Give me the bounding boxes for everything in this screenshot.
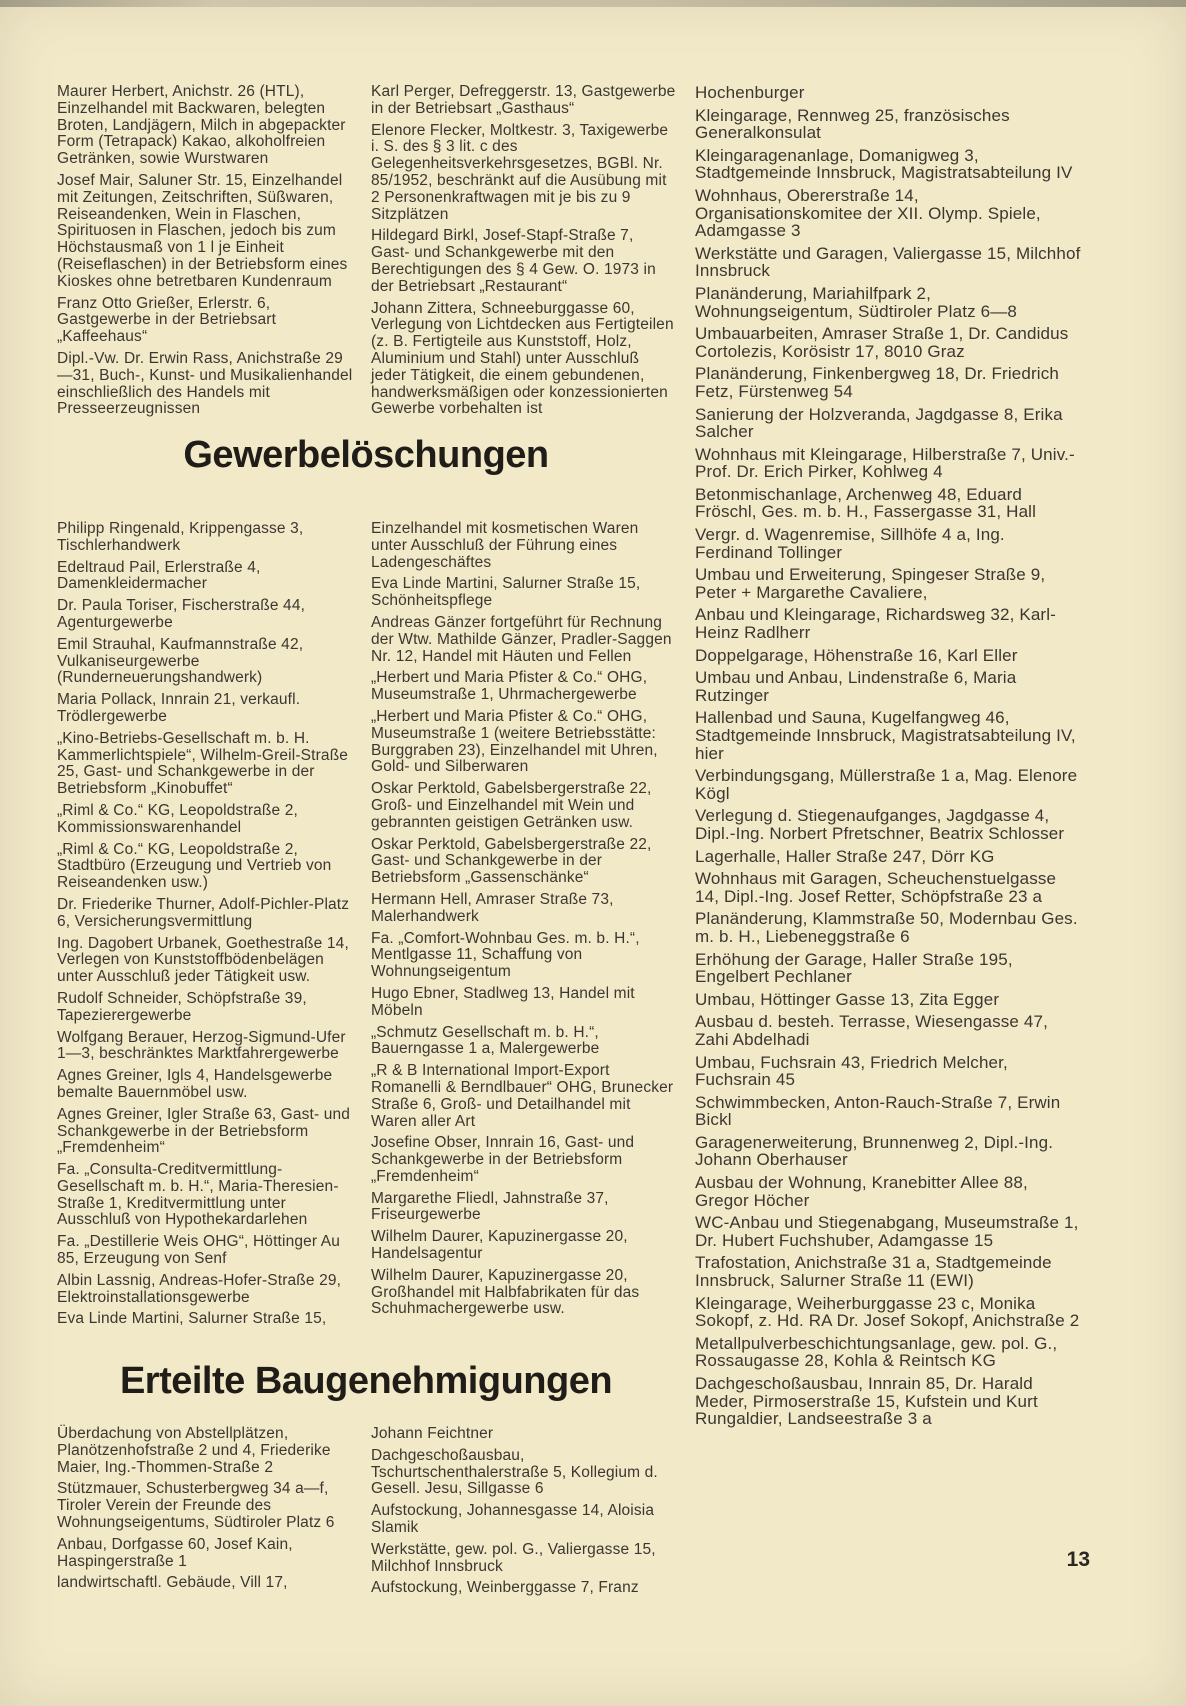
entry: Werkstätte und Garagen, Valiergasse 15, Milchhof Innsbruck	[695, 243, 1081, 281]
entry: Albin Lassnig, Andreas-Hofer-Straße 29, Elektroinstallationsgewerbe	[57, 1271, 342, 1306]
entry: Umbauarbeiten, Amraser Straße 1, Dr. Candidus Cortolezis, Korösistr 17, 8010 Graz	[695, 324, 1069, 361]
entry: Ing. Dagobert Urbanek, Goethestraße 14, Verlegen von Kunststoffbödenbelägen unter Ausschluß jeder Tätigkeit usw.	[57, 934, 349, 986]
entry: Edeltraud Pail, Erlerstraße 4, Damenkleidermacher	[57, 558, 261, 593]
entry: Ausbau der Wohnung, Kranebitter Allee 88, Gregor Höcher	[695, 1173, 1028, 1210]
entry: Kleingaragenanlage, Domanigweg 3, Stadtgemeinde Innsbruck, Magistratsabteilung IV	[695, 145, 1073, 183]
section-heading-baugenehmigungen: Erteilte Baugenehmigungen	[119, 1360, 613, 1402]
entry: Dr. Paula Toriser, Fischerstraße 44, Agenturgewerbe	[57, 597, 306, 631]
scan-edge-artifact	[0, 0, 1186, 7]
entry: Sanierung der Holzveranda, Jagdgasse 8, Erika Salcher	[695, 404, 1063, 442]
entry: Hermann Hell, Amraser Straße 73, Malerhandwerk	[371, 890, 614, 925]
entry: Johann Zittera, Schneeburggasse 60, Verlegung von Lichtdecken aus Fertigteilen (z. B. Fertigteile aus Kunststoff, Holz, Aluminium und Stahl) unter Ausschluß jeder Tätigkeit, die einem gebundenen, handwerksmäßigen oder konzessionierten Gewerbe vorbehalten ist	[371, 299, 674, 418]
entry: Dachgeschoßausbau, Innrain 85, Dr. Harald Meder, Pirmoserstraße 15, Kufstein und Kurt Rungaldier, Landseestraße 3 a	[695, 1374, 1038, 1429]
entry: Verbindungsgang, Müllerstraße 1 a, Mag. Elenore Kögl	[695, 766, 1078, 803]
entry: Andreas Gänzer fortgeführt für Rechnung der Wtw. Mathilde Gänzer, Pradler-Saggen Nr. 12, Handel mit Häuten und Fellen	[371, 613, 672, 665]
page-number: 13	[1066, 1548, 1090, 1571]
entry: Trafostation, Anichstraße 31 a, Stadtgemeinde Innsbruck, Salurner Straße 11 (EWI)	[695, 1253, 1052, 1291]
entry: Johann Feichtner	[371, 1425, 494, 1442]
entry: Margarethe Fliedl, Jahnstraße 37, Friseurgewerbe	[371, 1189, 609, 1224]
entry: Verlegung d. Stiegenaufganges, Jagdgasse 4, Dipl.-Ing. Norbert Pfretschner, Beatrix Schlosser	[695, 806, 1065, 843]
entry: Überdachung von Abstellplätzen, Planötzenhofstraße 2 und 4, Friederike Maier, Ing.-Thommen-Straße 2	[57, 1425, 331, 1476]
entry: Umbau, Höttinger Gasse 13, Zita Egger	[695, 989, 1000, 1009]
entry: Umbau und Erweiterung, Spingeser Straße 9, Peter + Margarethe Cavaliere,	[695, 565, 1046, 602]
entry: Erhöhung der Garage, Haller Straße 195, Engelbert Pechlaner	[695, 949, 1013, 987]
gewerbeloeschungen-entries-column-1	[57, 521, 357, 1333]
entry: Dipl.-Vw. Dr. Erwin Rass, Anichstraße 29—31, Buch-, Kunst- und Musikalienhandel einschließlich des Handels mit Presseerzeugnissen	[57, 349, 353, 418]
entry: Josefine Obser, Innrain 16, Gast- und Schankgewerbe in der Betriebsform „Fremdenheim“	[371, 1134, 635, 1185]
entry: Ausbau d. besteh. Terrasse, Wiesengasse 47, Zahi Abdelhadi	[695, 1012, 1048, 1049]
entry: Agnes Greiner, Igler Straße 63, Gast- und Schankgewerbe in der Betriebsform „Fremdenheim“	[57, 1105, 351, 1157]
entry: landwirtschaftl. Gebäude, Vill 17,	[57, 1574, 288, 1592]
entry: Kleingarage, Weiherburggasse 23 c, Monika Sokopf, z. Hd. RA Dr. Josef Sokopf, Anichstraße 2	[695, 1293, 1080, 1331]
entry: Werkstätte, gew. pol. G., Valiergasse 15, Milchhof Innsbruck	[371, 1540, 656, 1575]
entry: WC-Anbau und Stiegenabgang, Museumstraße 1, Dr. Hubert Fuchshuber, Adamgasse 15	[695, 1213, 1079, 1250]
entry: „R & B International Import-Export Romanelli & Berndlbauer“ OHG, Brunecker Straße 6, Groß- und Detailhandel mit Waren aller Art	[371, 1062, 674, 1130]
entry: Oskar Perktold, Gabelsbergerstraße 22, Gast- und Schankgewerbe in der Betriebsform „Gassenschänke“	[371, 835, 652, 887]
entry: Stützmauer, Schusterbergweg 34 a—f, Tiroler Verein der Freunde des Wohnungseigentums, Südtiroler Platz 6	[57, 1480, 335, 1531]
entry: Wohnhaus mit Garagen, Scheuchenstuelgasse 14, Dipl.-Ing. Josef Retter, Schöpfstraße 23 a	[695, 869, 1057, 906]
entry: „Riml & Co.“ KG, Leopoldstraße 2, Stadtbüro (Erzeugung und Vertrieb von Reiseandenken usw.)	[57, 840, 332, 892]
entry: Wolfgang Berauer, Herzog-Sigmund-Ufer 1—3, beschränktes Marktfahrergewerbe	[57, 1028, 346, 1063]
entry: Wohnhaus mit Kleingarage, Hilberstraße 7, Univ.-Prof. Dr. Erich Pirker, Kohlweg 4	[695, 444, 1075, 482]
entry: Metallpulverbeschichtungsanlage, gew. pol. G., Rossaugasse 28, Kohla & Reintsch KG	[695, 1333, 1058, 1371]
entry: „Kino-Betriebs-Gesellschaft m. b. H. Kammerlichtspiele“, Wilhelm-Greil-Straße 25, Gast- und Schankgewerbe in der Betriebsform „Kinobuffet“	[57, 729, 349, 798]
entry: Dachgeschoßausbau, Tschurtschenthalerstraße 5, Kollegium d. Gesell. Jesu, Sillgasse 6	[371, 1446, 658, 1498]
entry: Fa. „Destillerie Weis OHG“, Höttinger Au 85, Erzeugung von Senf	[57, 1233, 341, 1268]
entry: Agnes Greiner, Igls 4, Handelsgewerbe bemalte Bauernmöbel usw.	[57, 1067, 333, 1101]
entry: Kleingarage, Rennweg 25, französisches Generalkonsulat	[695, 105, 1010, 143]
section-heading-gewerbeloeschungen: Gewerbelöschungen	[183, 434, 549, 476]
baugenehmigungen-entries-column-1	[57, 1426, 357, 1597]
entry: Vergr. d. Wagenremise, Sillhöfe 4 a, Ing. Ferdinand Tollinger	[695, 525, 1005, 562]
entry: Hochenburger	[695, 83, 805, 102]
entry: Lagerhalle, Haller Straße 247, Dörr KG	[695, 846, 995, 866]
entry: Fa. „Consulta-Creditvermittlung-Gesellschaft m. b. H.“, Maria-Theresien-Straße 1, Kreditvermittlung unter Ausschluß von Hypothekardarlehen	[57, 1161, 339, 1229]
entry: Fa. „Comfort-Wohnbau Ges. m. b. H.“, Mentlgasse 11, Schaffung von Wohnungseigentum	[371, 929, 640, 981]
entry: „Herbert und Maria Pfister & Co.“ OHG, Museumstraße 1, Uhrmachergewerbe	[371, 669, 648, 704]
entry: Umbau, Fuchsrain 43, Friedrich Melcher, Fuchsrain 45	[695, 1052, 1008, 1090]
entry: Eva Linde Martini, Salurner Straße 15,	[57, 1310, 327, 1328]
entry: Maurer Herbert, Anichstr. 26 (HTL), Einzelhandel mit Backwaren, belegten Broten, Landjägern, Milch in abgepackter Form (Tetrapack) Kakao, alkoholfreien Getränken, sowie Wurstwaren	[57, 83, 346, 168]
entry: Schwimmbecken, Anton-Rauch-Straße 7, Erwin Bickl	[695, 1092, 1061, 1130]
entry: Franz Otto Grießer, Erlerstr. 6, Gastgewerbe in der Betriebsart „Kaffeehaus“	[57, 294, 277, 346]
baugenehmigungen-entries-column-2	[371, 1426, 676, 1602]
entry: Planänderung, Klammstraße 50, Modernbau Ges. m. b. H., Liebeneggstraße 6	[695, 909, 1078, 946]
entry: Rudolf Schneider, Schöpfstraße 39, Tapezierergewerbe	[57, 989, 307, 1024]
entry: Aufstockung, Johannesgasse 14, Aloisia Slamik	[371, 1502, 655, 1536]
entry: „Schmutz Gesellschaft m. b. H.“, Bauerngasse 1 a, Malergewerbe	[371, 1023, 600, 1058]
intro-entries-column-2	[371, 84, 676, 423]
baugenehmigungen-entries-column-3	[695, 84, 1085, 1433]
entry: Elenore Flecker, Moltkestr. 3, Taxigewerbe i. S. des § 3 lit. c des Gelegenheitsverkehrsgesetzes, BGBl. Nr. 85/1952, beschränkt auf die Ausübung mit 2 Personenkraftwagen mit je bis zu 9 Sitzplätzen	[371, 121, 669, 223]
entry: Oskar Perktold, Gabelsbergerstraße 22, Groß- und Einzelhandel mit Wein und gebrannten geistigen Getränken usw.	[371, 780, 652, 831]
entry: Philipp Ringenald, Krippengasse 3, Tischlerhandwerk	[57, 520, 304, 554]
entry: Wilhelm Daurer, Kapuzinergasse 20, Großhandel mit Halbfabrikaten für das Schuhmachergewerbe usw.	[371, 1266, 640, 1318]
entry: „Riml & Co.“ KG, Leopoldstraße 2, Kommissionswarenhandel	[57, 801, 298, 836]
entry: Garagenerweiterung, Brunnenweg 2, Dipl.-Ing. Johann Oberhauser	[695, 1132, 1054, 1170]
entry: Emil Strauhal, Kaufmannstraße 42, Vulkaniseurgewerbe (Runderneuerungshandwerk)	[57, 635, 304, 687]
entry: Hugo Ebner, Stadlweg 13, Handel mit Möbeln	[371, 984, 635, 1019]
entry: Anbau, Dorfgasse 60, Josef Kain, Haspingerstraße 1	[57, 1535, 293, 1570]
entry: Anbau und Kleingarage, Richardsweg 32, Karl-Heinz Radlherr	[695, 605, 1056, 643]
entry: Dr. Friederike Thurner, Adolf-Pichler-Platz 6, Versicherungsvermittlung	[57, 895, 350, 930]
entry: Wohnhaus, Obererstraße 14, Organisationskomitee der XII. Olymp. Spiele, Adamgasse 3	[695, 185, 1041, 241]
entry: Karl Perger, Defreggerstr. 13, Gastgewerbe in der Betriebsart „Gasthaus“	[371, 83, 676, 117]
entry: Einzelhandel mit kosmetischen Waren unter Ausschluß der Führung eines Ladengeschäftes	[371, 520, 639, 571]
entry: Doppelgarage, Höhenstraße 16, Karl Eller	[695, 645, 1018, 665]
gewerbeloeschungen-entries-column-2	[371, 521, 676, 1323]
entry: Umbau und Anbau, Lindenstraße 6, Maria Rutzinger	[695, 668, 1017, 705]
entry: Planänderung, Finkenbergweg 18, Dr. Friedrich Fetz, Fürstenweg 54	[695, 364, 1059, 401]
intro-entries-column-1	[57, 84, 357, 423]
entry: Eva Linde Martini, Salurner Straße 15, Schönheitspflege	[371, 575, 641, 610]
entry: Josef Mair, Saluner Str. 15, Einzelhandel mit Zeitungen, Zeitschriften, Süßwaren, Reiseandenken, Wein in Flaschen, Spirituosen in Flaschen, jedoch bis zum Höchstausmaß von 1 l je Einheit (Reiseflaschen) in der Betriebsform eines Kioskes ohne betretbaren Kundenraum	[57, 171, 348, 290]
entry: Aufstockung, Weinberggasse 7, Franz	[371, 1579, 639, 1597]
entry: „Herbert und Maria Pfister & Co.“ OHG, Museumstraße 1 (weitere Betriebsstätte: Burggraben 23), Einzelhandel mit Uhren, Gold- und Silberwaren	[371, 707, 658, 776]
entry: Wilhelm Daurer, Kapuzinergasse 20, Handelsagentur	[371, 1228, 628, 1263]
entry: Maria Pollack, Innrain 21, verkaufl. Trödlergewerbe	[57, 691, 301, 725]
entry: Hildegard Birkl, Josef-Stapf-Straße 7, Gast- und Schankgewerbe mit den Berechtigungen des § 4 Gew. O. 1973 in der Betriebsart „Restaurant“	[371, 227, 656, 295]
entry: Hallenbad und Sauna, Kugelfangweg 46, Stadtgemeinde Innsbruck, Magistratsabteilung IV, hier	[695, 708, 1076, 763]
entry: Planänderung, Mariahilfpark 2, Wohnungseigentum, Südtiroler Platz 6—8	[695, 283, 1017, 321]
entry: Betonmischanlage, Archenweg 48, Eduard Fröschl, Ges. m. b. H., Fassergasse 31, Hall	[695, 484, 1037, 522]
